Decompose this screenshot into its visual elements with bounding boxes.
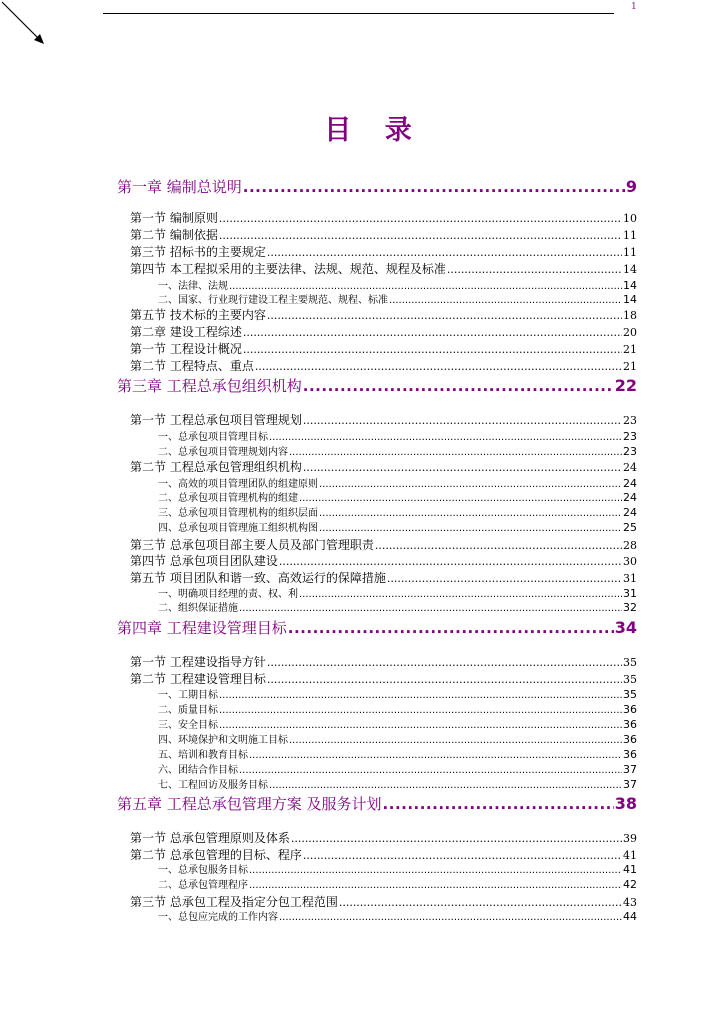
toc-entry-page: 20 — [623, 326, 637, 339]
toc-entry[interactable] — [130, 306, 637, 323]
toc-entry[interactable] — [130, 357, 637, 374]
toc-entry-title: 二、国家、行业现行建设工程主要规范、规程、标准 — [158, 295, 388, 306]
toc-entry-title: 二、总承包管理程序 — [158, 880, 248, 891]
toc-dot-leader — [249, 880, 622, 891]
toc-entry-title: 一、法律、法规 — [158, 281, 228, 292]
toc-entry-page: 24 — [623, 491, 637, 504]
toc-entry-page: 28 — [623, 539, 637, 552]
toc-dot-leader — [219, 690, 622, 701]
toc-entry-title: 第二节 编制依据 — [130, 228, 218, 242]
toc-dot-leader — [387, 572, 622, 585]
toc-entry[interactable] — [158, 908, 637, 923]
page-title: 目 录 — [324, 115, 424, 146]
toc-entry[interactable] — [117, 793, 637, 814]
toc-entry-title: 第一章 编制总说明 — [117, 178, 242, 196]
toc-entry-page: 37 — [623, 778, 637, 791]
toc-entry-title: 第五节 技术标的主要内容 — [130, 308, 266, 322]
toc-entry[interactable] — [130, 536, 637, 553]
toc-entry-title: 二、总承包项目管理规划内容 — [158, 447, 288, 458]
toc-dot-leader — [299, 493, 622, 504]
toc-entry-page: 14 — [623, 279, 637, 292]
toc-entry[interactable] — [130, 226, 637, 243]
toc-entry[interactable] — [158, 489, 637, 504]
toc-entry-title: 一、工期目标 — [158, 690, 218, 701]
toc-entry[interactable] — [130, 411, 637, 428]
toc-entry-page: 41 — [623, 849, 637, 862]
toc-dot-leader — [267, 309, 622, 322]
toc-entry-title: 第四章 工程建设管理目标 — [117, 619, 287, 637]
toc-dot-leader — [219, 705, 622, 716]
toc-dot-leader — [303, 414, 622, 427]
toc-entry-page: 25 — [623, 521, 637, 534]
toc-entry[interactable] — [130, 569, 637, 586]
toc-entry-title: 第一节 工程建设指导方针 — [130, 655, 266, 669]
toc-entry-title: 二、组织保证措施 — [158, 603, 238, 614]
toc-entry-page: 14 — [623, 293, 637, 306]
toc-entry-page: 21 — [623, 360, 637, 373]
toc-entry-page: 35 — [623, 673, 637, 686]
toc-entry-page: 36 — [623, 748, 637, 761]
toc-entry-page: 35 — [623, 688, 637, 701]
toc-entry-page: 32 — [623, 601, 637, 614]
toc-entry-title: 一、总承包服务目标 — [158, 865, 248, 876]
toc-entry-title: 二、质量目标 — [158, 705, 218, 716]
toc-entry-title: 三、安全目标 — [158, 720, 218, 731]
toc-entry-title: 第三节 招标书的主要规定 — [130, 245, 266, 259]
toc-entry-title: 第二节 工程总承包管理组织机构 — [130, 460, 302, 474]
toc-entry[interactable] — [130, 829, 637, 846]
toc-dot-leader — [319, 523, 622, 534]
toc-entry-title: 第一节 工程总承包项目管理规划 — [130, 413, 302, 427]
toc-entry-page: 24 — [623, 477, 637, 490]
toc-dot-leader — [243, 326, 622, 339]
toc-dot-leader — [267, 656, 622, 669]
toc-entry-page: 22 — [614, 376, 637, 395]
toc-entry-title: 第四节 总承包项目团队建设 — [130, 554, 278, 568]
toc-entry-page: 10 — [623, 212, 637, 225]
toc-entry[interactable] — [130, 670, 637, 687]
toc-entry-title: 七、工程回访及服务目标 — [158, 780, 268, 791]
toc-dot-leader — [219, 229, 622, 242]
toc-dot-leader — [243, 178, 625, 196]
toc-entry[interactable] — [130, 243, 637, 260]
toc-entry[interactable] — [158, 428, 637, 443]
toc-entry[interactable] — [158, 731, 637, 746]
toc-dot-leader — [219, 720, 622, 731]
toc-dot-leader — [239, 603, 622, 614]
toc-entry-page: 31 — [623, 587, 637, 600]
toc-dot-leader — [289, 735, 622, 746]
toc-entry[interactable] — [158, 716, 637, 731]
toc-entry[interactable] — [130, 458, 637, 475]
toc-entry-page: 21 — [623, 343, 637, 356]
toc-dot-leader — [291, 832, 622, 845]
toc-entry[interactable] — [158, 876, 637, 891]
toc-dot-leader — [319, 508, 622, 519]
toc-entry-page: 37 — [623, 763, 637, 776]
toc-entry-title: 第四节 本工程拟采用的主要法律、法规、规范、规程及标准 — [130, 262, 446, 276]
toc-dot-leader — [447, 263, 622, 276]
toc-entry[interactable] — [158, 291, 637, 306]
toc-dot-leader — [289, 447, 622, 458]
toc-entry[interactable] — [158, 585, 637, 600]
toc-dot-leader — [243, 343, 622, 356]
toc-entry-title: 四、环境保护和文明施工目标 — [158, 735, 288, 746]
toc-dot-leader — [279, 555, 622, 568]
toc-entry-page: 35 — [623, 656, 637, 669]
toc-dot-leader — [267, 673, 622, 686]
toc-entry-title: 一、明确项目经理的责、权、利 — [158, 589, 298, 600]
toc-entry[interactable] — [117, 617, 637, 638]
toc-entry[interactable] — [117, 375, 637, 396]
toc-entry-page: 11 — [623, 229, 637, 242]
toc-entry-page: 36 — [623, 733, 637, 746]
toc-entry[interactable] — [130, 340, 637, 357]
toc-dot-leader — [269, 780, 622, 791]
toc-dot-leader — [267, 246, 622, 259]
toc-entry-title: 四、总承包项目管理施工组织机构图 — [158, 523, 318, 534]
toc-entry[interactable] — [158, 701, 637, 716]
toc-entry[interactable] — [117, 176, 637, 197]
toc-entry-page: 31 — [623, 572, 637, 585]
toc-entry-page: 23 — [623, 430, 637, 443]
toc-entry-title: 六、团结合作目标 — [158, 765, 238, 776]
toc-entry-page: 24 — [623, 506, 637, 519]
toc-entry[interactable] — [130, 653, 637, 670]
toc-entry-title: 三、总承包项目管理机构的组织层面 — [158, 508, 318, 519]
toc-entry-page: 34 — [614, 618, 637, 637]
toc-entry[interactable] — [158, 861, 637, 876]
toc-dot-leader — [219, 212, 622, 225]
toc-entry[interactable] — [158, 746, 637, 761]
toc-entry[interactable] — [130, 209, 637, 226]
toc-dot-leader — [239, 765, 622, 776]
toc-entry[interactable] — [158, 599, 637, 614]
toc-entry-title: 第五节 项目团队和谐一致、高效运行的保障措施 — [130, 571, 386, 585]
toc-entry-title: 一、总承包项目管理目标 — [158, 432, 268, 443]
toc-entry-page: 43 — [623, 896, 637, 909]
toc-dot-leader — [375, 539, 622, 552]
toc-entry-page: 44 — [623, 910, 637, 923]
toc-dot-leader — [288, 619, 614, 637]
toc-entry-page: 23 — [623, 445, 637, 458]
toc-entry-title: 二、总承包项目管理机构的组建 — [158, 493, 298, 504]
toc-entry-title: 第二节 工程特点、重点 — [130, 359, 254, 373]
toc-entry-page: 38 — [614, 794, 637, 813]
toc-entry-title: 第三节 总承包项目部主要人员及部门管理职责 — [130, 538, 374, 552]
toc-entry-page: 18 — [623, 309, 637, 322]
toc-entry[interactable] — [158, 504, 637, 519]
toc-entry-page: 9 — [625, 177, 637, 196]
toc-dot-leader — [389, 295, 622, 306]
toc-entry-page: 41 — [623, 863, 637, 876]
toc-entry[interactable] — [130, 323, 637, 340]
toc-entry-page: 36 — [623, 703, 637, 716]
toc-entry-title: 第二章 建设工程综述 — [130, 325, 242, 339]
toc-entry-page: 30 — [623, 555, 637, 568]
toc-entry[interactable] — [158, 475, 637, 490]
toc-dot-leader — [303, 377, 614, 395]
toc-entry-title: 第一节 编制原则 — [130, 211, 218, 225]
toc-entry[interactable] — [158, 277, 637, 292]
toc-entry[interactable] — [158, 519, 637, 534]
toc-entry[interactable] — [130, 552, 637, 569]
toc-entry-title: 第五章 工程总承包管理方案 及服务计划 — [117, 795, 382, 813]
toc-entry-title: 第一节 工程设计概况 — [130, 342, 242, 356]
toc-entry[interactable] — [158, 443, 637, 458]
toc-entry-page: 42 — [623, 878, 637, 891]
toc-entry[interactable] — [158, 776, 637, 791]
toc-entry[interactable] — [158, 686, 637, 701]
toc-dot-leader — [303, 461, 622, 474]
toc-entry-page: 24 — [623, 461, 637, 474]
toc-entry[interactable] — [158, 761, 637, 776]
toc-entry[interactable] — [130, 260, 637, 277]
toc-entry-page: 23 — [623, 414, 637, 427]
toc-dot-leader — [383, 795, 614, 813]
toc-dot-leader — [269, 432, 622, 443]
toc-entry-title: 第三章 工程总承包组织机构 — [117, 377, 302, 395]
toc-entry-title: 第三节 总承包工程及指定分包工程范围 — [130, 895, 338, 909]
toc-entry-page: 14 — [623, 263, 637, 276]
toc-dot-leader — [255, 360, 622, 373]
toc-dot-leader — [249, 865, 622, 876]
toc-entry-title: 一、总包应完成的工作内容 — [158, 912, 278, 923]
toc-entry-title: 一、高效的项目管理团队的组建原则 — [158, 479, 318, 490]
toc-entry-page: 39 — [623, 832, 637, 845]
toc-entry-page: 11 — [623, 246, 637, 259]
page-number: 1 — [631, 2, 637, 12]
toc-dot-leader — [249, 750, 622, 761]
toc-entry-title: 第一节 总承包管理原则及体系 — [130, 831, 290, 845]
toc-dot-leader — [279, 912, 622, 923]
toc-entry-page: 36 — [623, 718, 637, 731]
toc-entry-title: 五、培训和教育目标 — [158, 750, 248, 761]
toc-entry-title: 第二节 工程建设管理目标 — [130, 672, 266, 686]
toc-entry-title: 第二节 总承包管理的目标、程序 — [130, 848, 302, 862]
